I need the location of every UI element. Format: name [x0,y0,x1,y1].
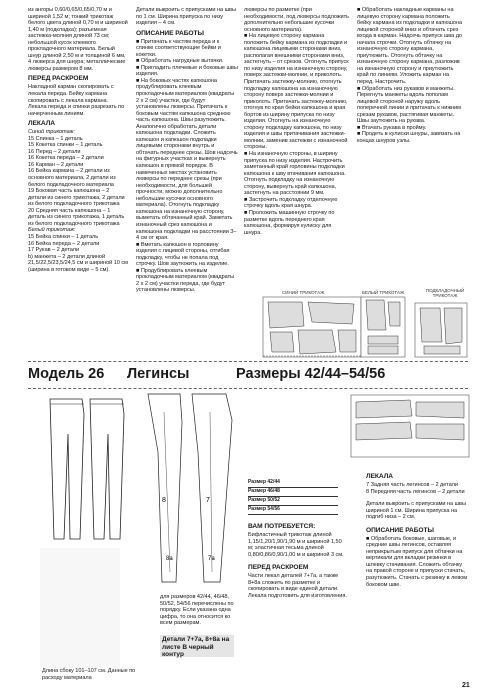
need-text: Бифластичный трикотаж длиной 1,15/1,20/1,90/1,90 м и шириной 1,50 м; эластичная тесьма длиной 0,80/0,86/0,90/1,00 м и шириной 3 см. [248,532,344,558]
section-divider [28,388,468,389]
layout-caption-lining: ПОДКЛАДОЧНЫЙ ТРИКОТАЖ [425,288,465,298]
model-name: Легинсы [127,366,190,382]
work-step: ■ Вметать капюшон в горловину изделия с лицевой стороны, отгибая подкладку, чтобы не попала под строчку. Шов заутюжить на изделие. [136,241,230,268]
svg-text:8: 8 [162,497,166,504]
model-photo [40,548,120,668]
fabric-subheading: Синий трикотаж: [28,129,75,136]
work-step: ■ На лицевую сторону кармана положить бейку кармана из подкладки и капюшона лицевыми сторонами вниз, располагая внешними сторонами вниз, застегнуть – от срезов. Отогнуть припуск по низу изделия на изнаночную сторону, поверх застежки-молнии, и приколоть. Притачать застежку-молнию, отогнуть подкладку капюшона на изнаночную сторону поверх застежки-молнии и приколоть. Притачать застежку-молнию, отогнув по края бейки капюшона и края бортов из ширину припуска по низу изделия. Отогнуть на изнаночную сторону подкладку капюшона, по низу изделия и швы притачивания застежки-молнии, заменив застежки с изнаночной стороны. [244,33,349,151]
section-heading-work: ОПИСАНИЕ РАБОТЫ [136,29,204,37]
page-number: 21 [462,682,470,689]
svg-text:7: 7 [206,497,210,504]
materials-column [248,520,348,599]
section-heading-cut2: ПЕРЕД РАСКРОЕМ [248,564,309,572]
pattern-item: 19 Боковая часть капюшона – 2 детали из синего трикотажа, 2 детали из белого подкладочного трикотажа [28,188,125,208]
model-sizes: Размеры 42/44–54/56 [236,366,386,382]
model-title-bar [28,366,468,384]
work-step: ■ Притачать к частям переда и к спинке соответствующие бейки и кокетки. [136,38,221,58]
length-text: Длина сбоку 101–107 см. Данные по расходу материала [42,668,136,681]
cut-text2: Части лекал деталей 7+7а, а также 8+8а сложить по разметке и скопировать в виде единой детали. Лекала подготовить для изготовления. [248,573,347,599]
pattern-item: 20 Средняя часть капюшона – 1 деталь из синего трикотажа, 1 деталь из белого подкладочного трикотажа [28,207,125,227]
pattern-item: 17 Рукав – 2 детали [28,247,80,254]
size-row: Размер 50/52 [248,497,338,506]
work-step: ■ Проложить машинную строчку по разметке вдоль переднего края капюшона, формируя кулиску для шнура. [244,209,335,236]
work-step: ■ Пригладить плечевые и боковые швы изделия. [136,64,238,78]
pattern-item: 16 Карман – 2 детали [28,161,84,168]
cutting-layout-white [360,296,406,358]
pattern-item: 7 Задняя часть легинсов – 2 детали [366,482,458,488]
section-heading-cut: ПЕРЕД РАСКРОЕМ [28,75,89,83]
leggings-pattern-pieces [140,392,240,592]
cutting-layout-blue [262,296,362,358]
leggings-instructions [366,470,468,588]
column-2 [136,7,238,294]
work-step: ■ Обработать нагрудные вытачки. [136,58,224,65]
allowance-text2: Детали выкроить с припусками на швы шириной 1 см. Ширина припуска на подгиб низа – 2 см. [366,501,466,521]
size-row: Размер 42/44 [248,479,338,488]
model-number: Модель 26 [28,366,105,382]
pattern-item: 15 Бейка спинки – 1 деталь [28,233,99,240]
svg-text:8a: 8a [166,556,173,562]
pattern-item: 8 Передняя часть легинсов – 2 детали [366,488,465,495]
work-step: ■ Продеть в кулиски шнуры, завязать на концах шнуров узлы. [357,131,461,144]
pattern-item: 15 Кокетка спинки – 1 деталь [28,142,103,149]
section-heading-need: ВАМ ПОТРЕБУЕТСЯ: [248,523,316,530]
work-text2: ■ Обработать боковые, шаговые, и средние швы легинсов, оставляя неприкрытым припуск для обтачки на вертикали для вкладки резинки в шлевку стачивания. Сложить обтачку на правой стороне и припуски стачать, разутюжить. Стачать с резинку в левом боковом шве. [366,535,468,588]
column-1 [28,7,128,273]
materials-text: из ангоры 0,60/0,65/0,65/0,70 м и шириной 1,52 м; тонкий трикотаж белого цвета длиной 0,70 м и шириной 1,40 м (подкладка); разъемная застежка-молния длиной 73 см; небольшой кусок клеевого прокладочного материала. Белый шнур длиной 2,50 м и толщиной 6 мм, 4 люверса для шнура; металлические люверсы размером 8 мм. [28,7,128,72]
work-text: люверсы по разметке (при необходимости, под люверсы подложить дополнительно небольшие кусочки основного материала). [244,7,349,33]
work-step: ■ На изнаночную стороны, в ширину припуска по низу изделия. Настрочить заметанный край горловины подкладки капюшона к шву втачивания капюшона. Отогнуть подкладку на изнаночную сторону, вывернуть край капюшона, застегнуть на расстоянии 9 мм. [244,151,346,197]
layout-caption-blue: СИНИЙ ТРИКОТАЖ [282,290,325,295]
allowance-text: Детали выкроить с припусками на швы по 1 см. Ширина припуска по низу изделия – 4 см. [136,7,236,27]
work-step: ■ Застрочить подкладку отделочную строчку вдоль края шнура. [244,196,338,210]
sizes-note: для размеров 42/44, 46/48, 50/52, 54/56 перечислены по порядку. Если указана одна цифра, то она относится ко всем размерам. [160,594,234,627]
section-heading-work2: ОПИСАНИЕ РАБОТЫ [366,526,434,534]
section-heading-patterns2: ЛЕКАЛА [366,473,393,480]
pattern-sheet-box: Детали 7+7а, 8+8а на листе В черный контур [160,635,234,657]
leggings-cutting-layout [350,394,470,458]
column-4 [357,7,465,287]
pattern-item: 16 Бейка кармана – 2 детали из основного материала, 2 детали из белого подкладочного материала [28,168,116,188]
pattern-item: 15 Спинка – 1 деталь [28,135,83,142]
pattern-item: 16 Перед – 2 детали [28,148,81,155]
size-row: Размер 46/48 [248,488,338,497]
work-step: ■ Обработать низ рукавов и манжеты. Перегнуть манжеты вдоль пополам лицевой стороной наружу вдоль поперечной линии и притачать к нижним срезам рукавов, растягивая манжеты. Швы заутюжить на рукава. [357,85,461,125]
svg-text:7a: 7a [208,556,215,562]
cutting-layout-lining [414,302,468,358]
size-row: Размер 54/56 [248,506,338,515]
work-step: ■ На боковых частях капюшона продублировать клеевым прокладочным материалом (квадраты 2 х 2 см) участки, где будут установлены люверсы. Притачать к боковым частям капюшона среднюю часть капюшона. Швы разутюжить. Аналогично обработать детали капюшона подкладки. Сложить капюшон и капюшон подкладки лицевыми сторонами внутрь и обтачать переднее срезы. Шов надсечь на фигурных участках и вывернуть капюшон в прямой порядок. В намеченных местах установить люверсы по переднее срезы (при необходимости, для большей прочности, можно дополнительно небольшие кусочки основного материала). Отогнуть подкладку капюшона на изнаночную сторону, выметать обтачанный край. Заметать изнаночный срез капюшона и капюшона подкладки на расстоянии 3–4 см от края. [136,77,238,242]
pattern-item: b) манжета – 2 детали длиной 21,5/22,5/23,5/24,5 см и шириной 10 см (ширина в готовом виде – 5 см). [28,253,128,273]
section-heading-patterns: ЛЕКАЛА [28,120,55,128]
section-divider [28,361,468,362]
sizes-table [248,479,338,515]
cut-text: Накладной карман скопировать с лекала переда. Бейку кармана скопировать с лекала кармана. Лекала переда и спинки разрезать по начерченным линиям. [28,84,125,117]
layout-caption-white: БЕЛЫЙ ТРИКОТАЖ [362,290,405,295]
work-step: ■ Продублировать клеевым прокладочным материалом (квадраты 2 х 2 см) участки переда, где будут установлены люверсы. [136,267,235,294]
column-3 [244,7,350,287]
work-step: ■ Обработать накладные карманы на лицевую сторону кармана положить бейку кармана из подкладки и капюшона лицевой стороной вниз и обтачать срез входа в карман. Надсечь припуск шва до начала строчки. Отогнуть обтачку на изнаночную сторону кармана, приутюжить. Отогнуть обтачку на изнаночную сторону кармана, разложив на изнаночную сторону и приутюжить край по линиям. Уложить карман на перед. Настрочить. [357,7,463,86]
fabric-subheading: Белый трикотаж: [28,227,76,234]
pattern-item: 16 Кокетка переда – 2 детали [28,155,104,162]
leggings-illustration [40,394,130,544]
pattern-item: 16 Бейка переда – 2 детали [28,240,100,247]
work-step: ■ Втачать рукава в пройму. [357,124,427,131]
